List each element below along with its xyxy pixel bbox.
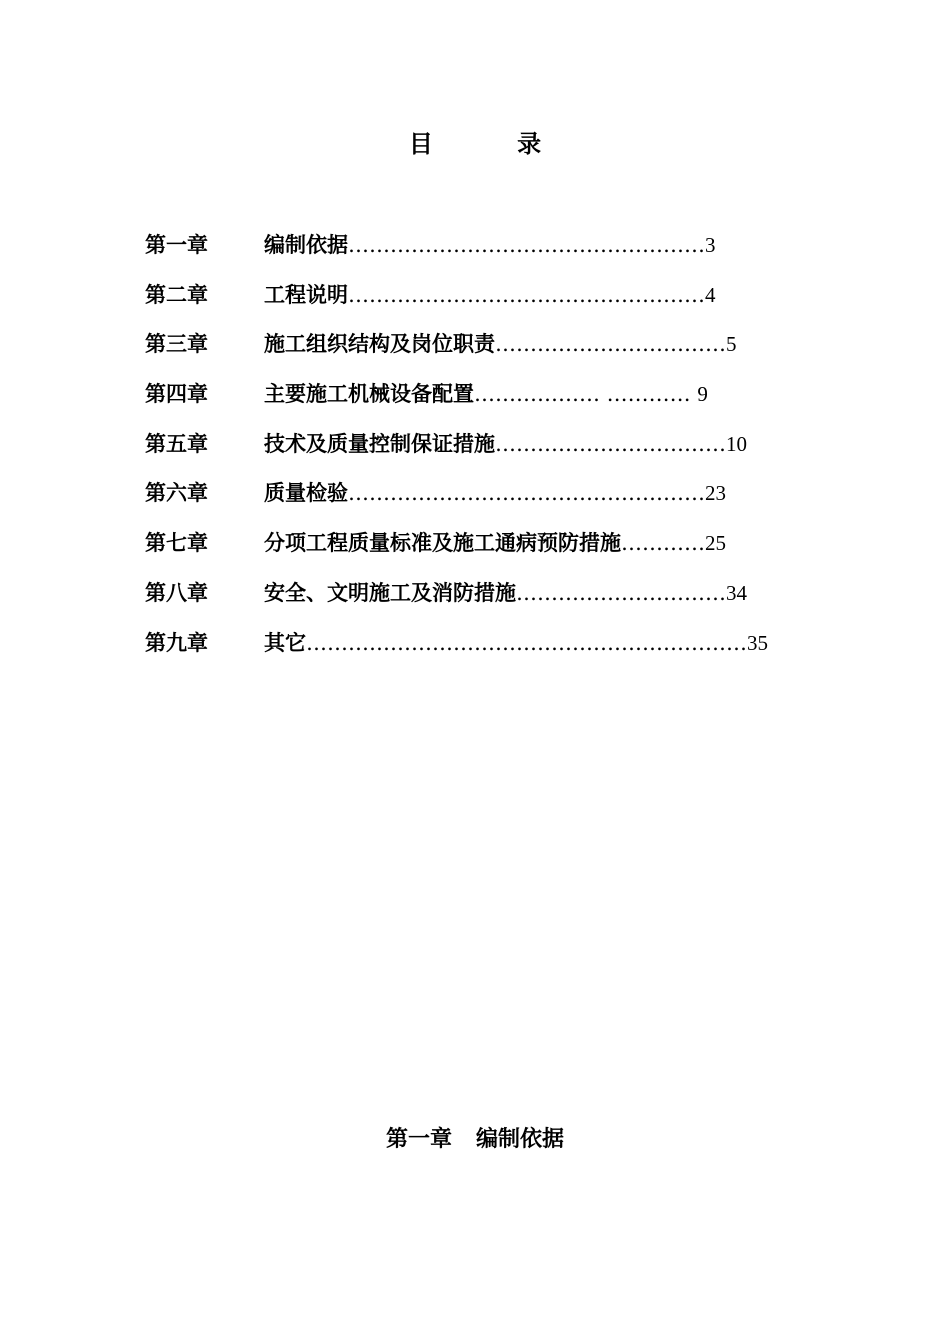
toc-page-number: 35 <box>747 630 768 655</box>
toc-chapter-label: 第九章 <box>145 629 208 655</box>
toc-entry[interactable] <box>145 274 805 324</box>
toc-chapter-label: 第二章 <box>145 281 208 307</box>
toc-chapter-label: 第三章 <box>145 331 208 357</box>
section-title: 编制依据 <box>476 1126 565 1152</box>
toc-leader: ………… <box>621 531 705 556</box>
toc-page-number: 3 <box>705 233 716 257</box>
toc-entry-title: 主要施工机械设备配置 <box>264 381 474 407</box>
toc-page-number: 34 <box>726 580 747 605</box>
toc-chapter-label: 第八章 <box>145 579 208 605</box>
toc-chapter-label: 第六章 <box>145 480 208 506</box>
toc-page-number: 23 <box>705 481 726 506</box>
toc-entry[interactable] <box>145 423 805 473</box>
toc-entry-title: 质量检验 <box>264 480 348 506</box>
section-chapter-label: 第一章 <box>385 1126 452 1152</box>
toc-page-number: 10 <box>726 431 747 456</box>
section-heading <box>0 1122 950 1153</box>
toc-leader: …………………………………………… <box>348 481 705 506</box>
toc-chapter-label: 第五章 <box>145 430 208 456</box>
toc-leader: …………………………… <box>495 431 726 456</box>
toc-leader: …………………………………………… <box>348 282 705 307</box>
toc-leader: …………………………… <box>495 332 726 357</box>
toc-page-number: 5 <box>726 332 737 357</box>
toc-page-number: 9 <box>697 382 708 407</box>
toc-entry-title: 技术及质量控制保证措施 <box>264 430 495 456</box>
toc-leader: ………………………… <box>516 580 726 605</box>
toc-leader: ……………… ………… <box>474 382 698 407</box>
toc-entry-title: 其它 <box>264 629 306 655</box>
toc-entry[interactable] <box>145 323 805 373</box>
toc-entry-title: 工程说明 <box>264 281 348 307</box>
toc-entry[interactable] <box>145 224 805 274</box>
toc-list <box>145 224 805 671</box>
toc-chapter-label: 第一章 <box>145 232 208 257</box>
toc-entry[interactable] <box>145 472 805 522</box>
toc-page-number: 4 <box>705 282 716 307</box>
toc-entry-title: 安全、文明施工及消防措施 <box>264 579 516 605</box>
toc-leader: ……………………………………………………… <box>306 630 747 655</box>
toc-entry[interactable] <box>145 572 805 622</box>
toc-entry[interactable] <box>145 622 805 672</box>
toc-page-number: 25 <box>705 531 726 556</box>
toc-leader: …………………………………………… <box>348 233 705 257</box>
toc-entry[interactable] <box>145 373 805 423</box>
toc-entry-title: 施工组织结构及岗位职责 <box>264 331 495 357</box>
toc-chapter-label: 第七章 <box>145 530 208 556</box>
toc-entry-title: 编制依据 <box>264 232 348 257</box>
toc-chapter-label: 第四章 <box>145 381 208 407</box>
toc-title: 目 录 <box>408 129 580 158</box>
toc-entry-title: 分项工程质量标准及施工通病预防措施 <box>264 530 621 556</box>
toc-entry[interactable] <box>145 522 805 572</box>
